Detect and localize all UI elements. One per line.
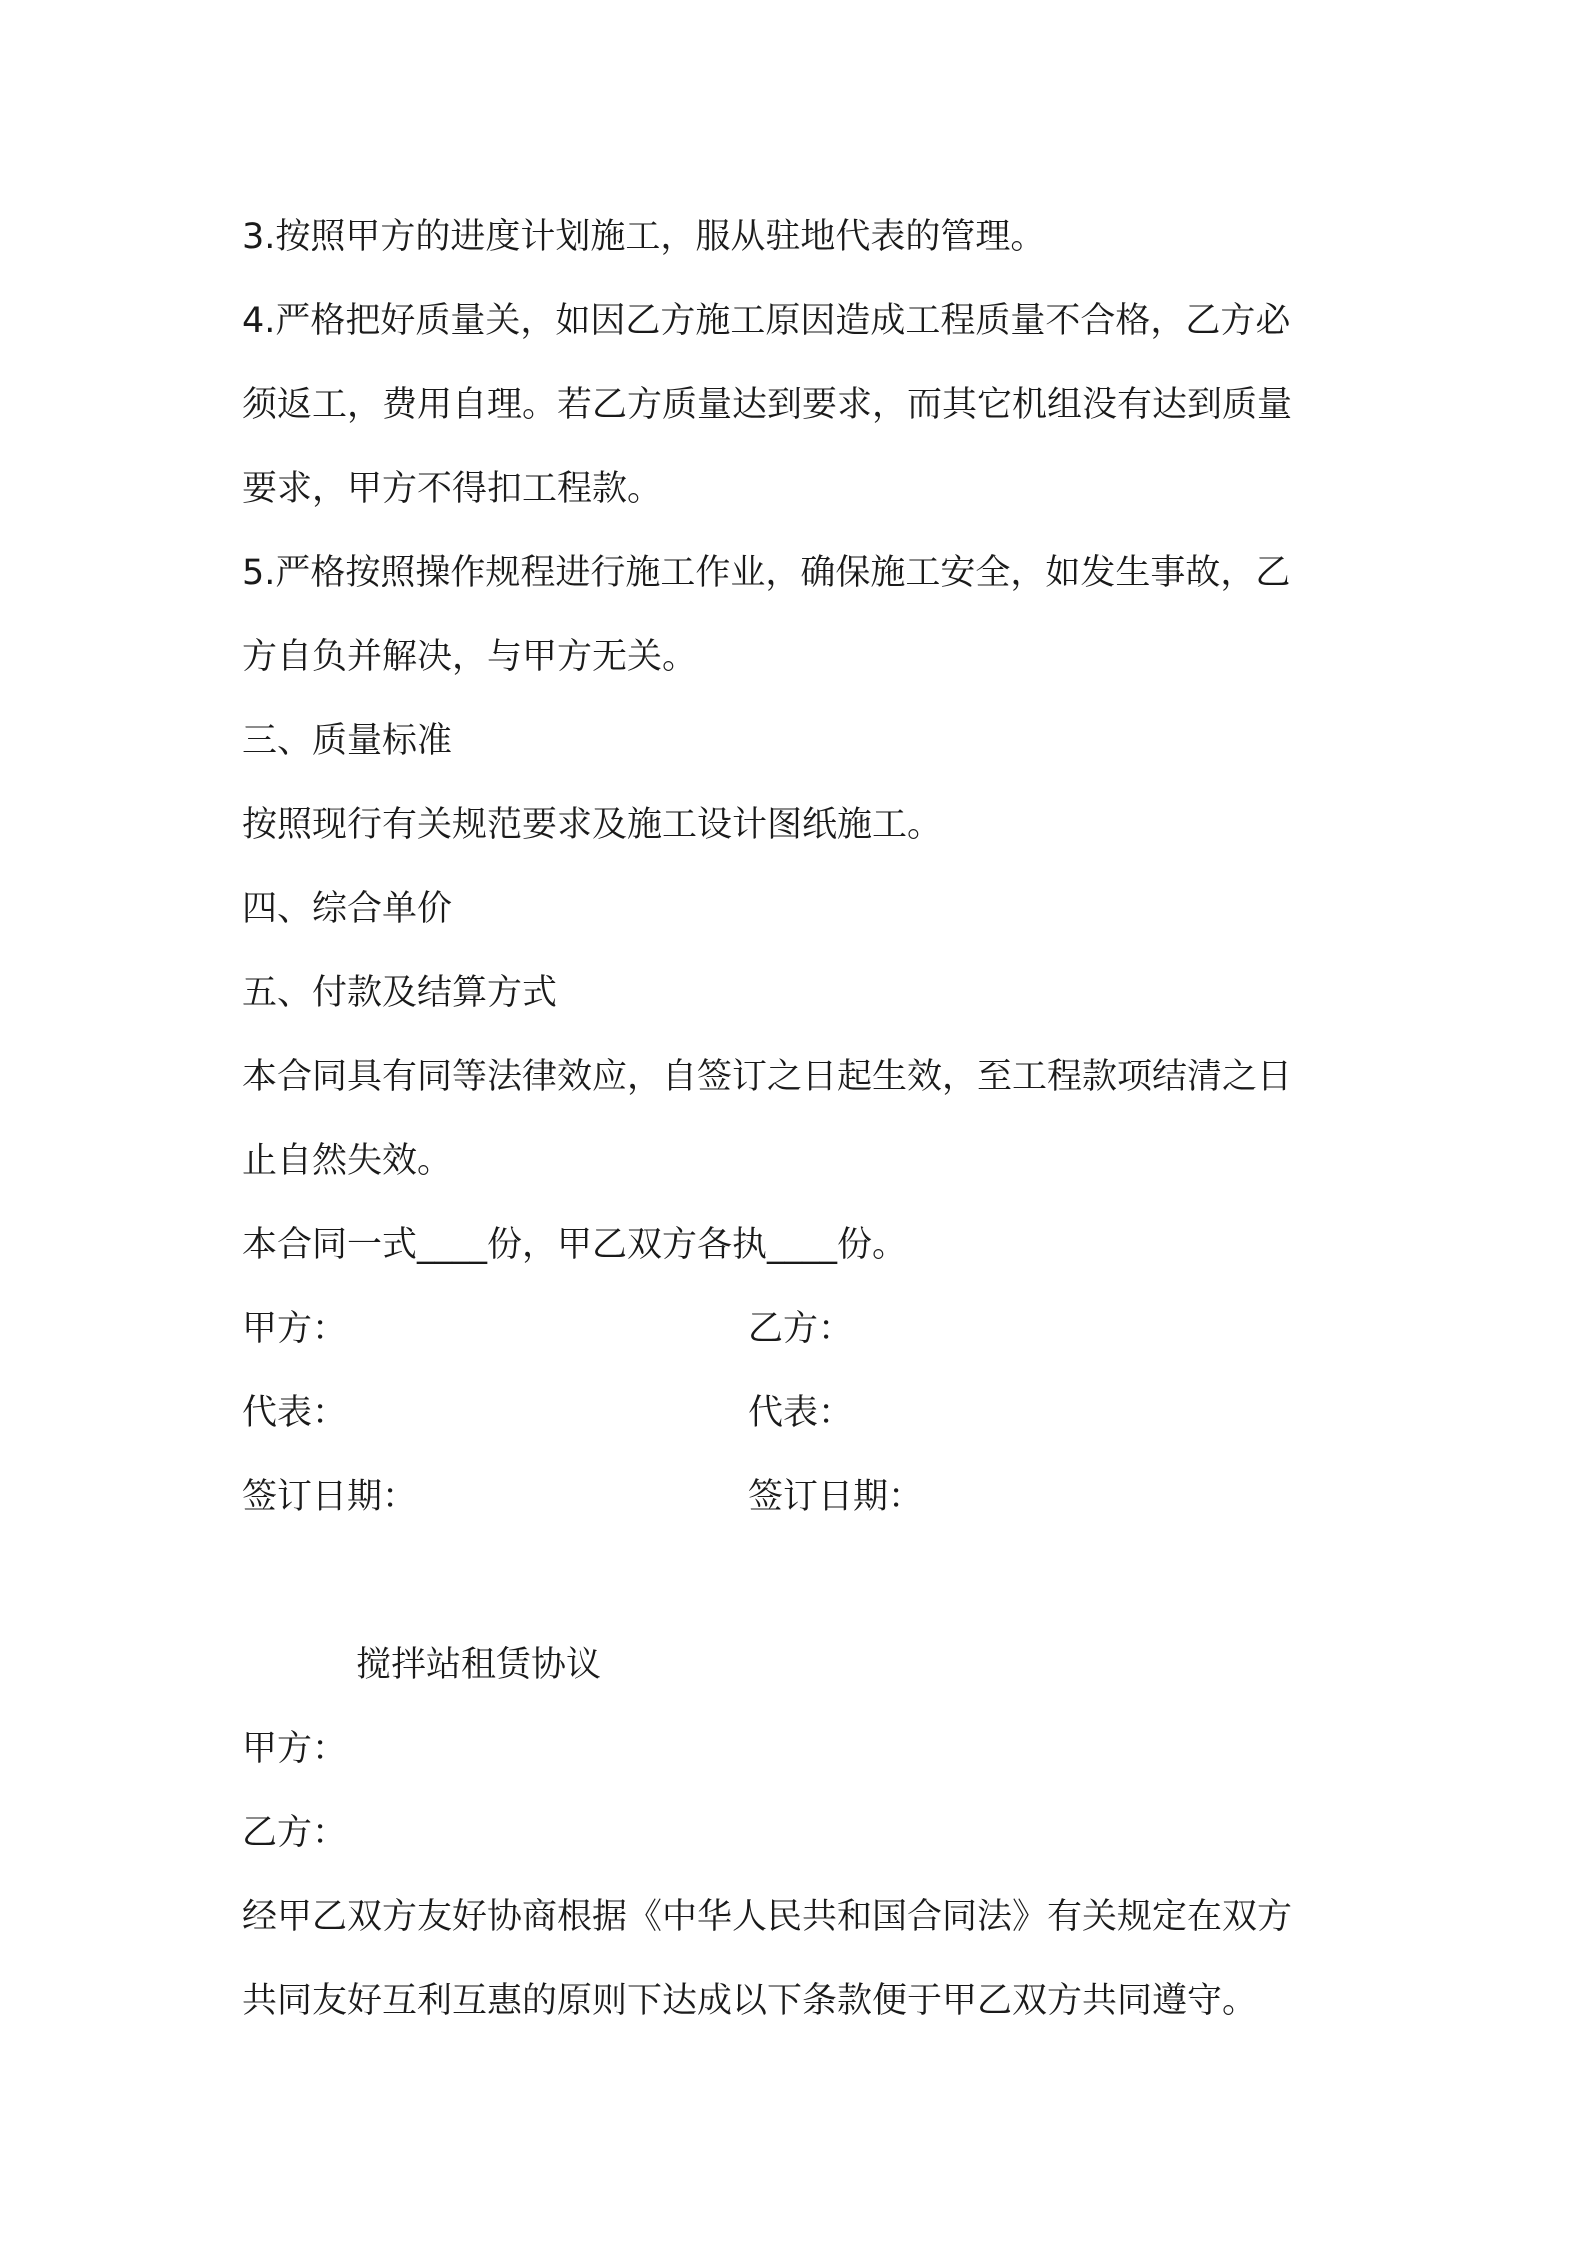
clause-4-line-3: 要求，甲方不得扣工程款。 (242, 469, 663, 509)
agreement-body-line-1: 经甲乙双方友好协商根据《中华人民共和国合同法》有关规定在双方 (242, 1897, 1293, 1937)
clause-3: 3.按照甲方的进度计划施工，服从驻地代表的管理。 (242, 217, 1046, 257)
rep-a-label: 代表： (242, 1393, 348, 1433)
copies-line: 本合同一式____份，甲乙双方各执____份。 (242, 1225, 908, 1265)
quality-text: 按照现行有关规范要求及施工设计图纸施工。 (242, 805, 943, 845)
rep-b-label: 代表： (748, 1393, 854, 1433)
agreement-body-line-2: 共同友好互利互惠的原则下达成以下条款便于甲乙双方共同遵守。 (242, 1981, 1258, 2021)
document-page (242, 195, 1362, 2043)
date-a-label: 签订日期： (242, 1477, 418, 1517)
section-heading-payment: 五、付款及结算方式 (242, 973, 558, 1013)
signature-row-rep (242, 1371, 1362, 1455)
clause-5-line-1: 5.严格按照操作规程进行施工作业，确保施工安全，如发生事故，乙 (242, 553, 1291, 593)
agreement-party-a: 甲方： (242, 1729, 348, 1769)
clause-4-line-1: 4.严格把好质量关，如因乙方施工原因造成工程质量不合格，乙方必 (242, 301, 1291, 341)
section-heading-unit-price: 四、综合单价 (242, 889, 453, 929)
party-a-label: 甲方： (242, 1309, 348, 1349)
clause-5-line-2: 方自负并解决，与甲方无关。 (242, 637, 698, 677)
section-heading-quality: 三、质量标准 (242, 721, 453, 761)
agreement-party-b: 乙方： (242, 1813, 348, 1853)
agreement-title: 搅拌站租赁协议 (356, 1645, 602, 1685)
signature-row-date (242, 1455, 1362, 1539)
clause-4-line-2: 须返工，费用自理。若乙方质量达到要求，而其它机组没有达到质量 (242, 385, 1293, 425)
validity-line-1: 本合同具有同等法律效应，自签订之日起生效，至工程款项结清之日 (242, 1057, 1293, 1097)
validity-line-2: 止自然失效。 (242, 1141, 453, 1181)
signature-row-party (242, 1287, 1362, 1371)
blank-gap (242, 1539, 1362, 1623)
party-b-label: 乙方： (748, 1309, 854, 1349)
date-b-label: 签订日期： (748, 1477, 924, 1517)
